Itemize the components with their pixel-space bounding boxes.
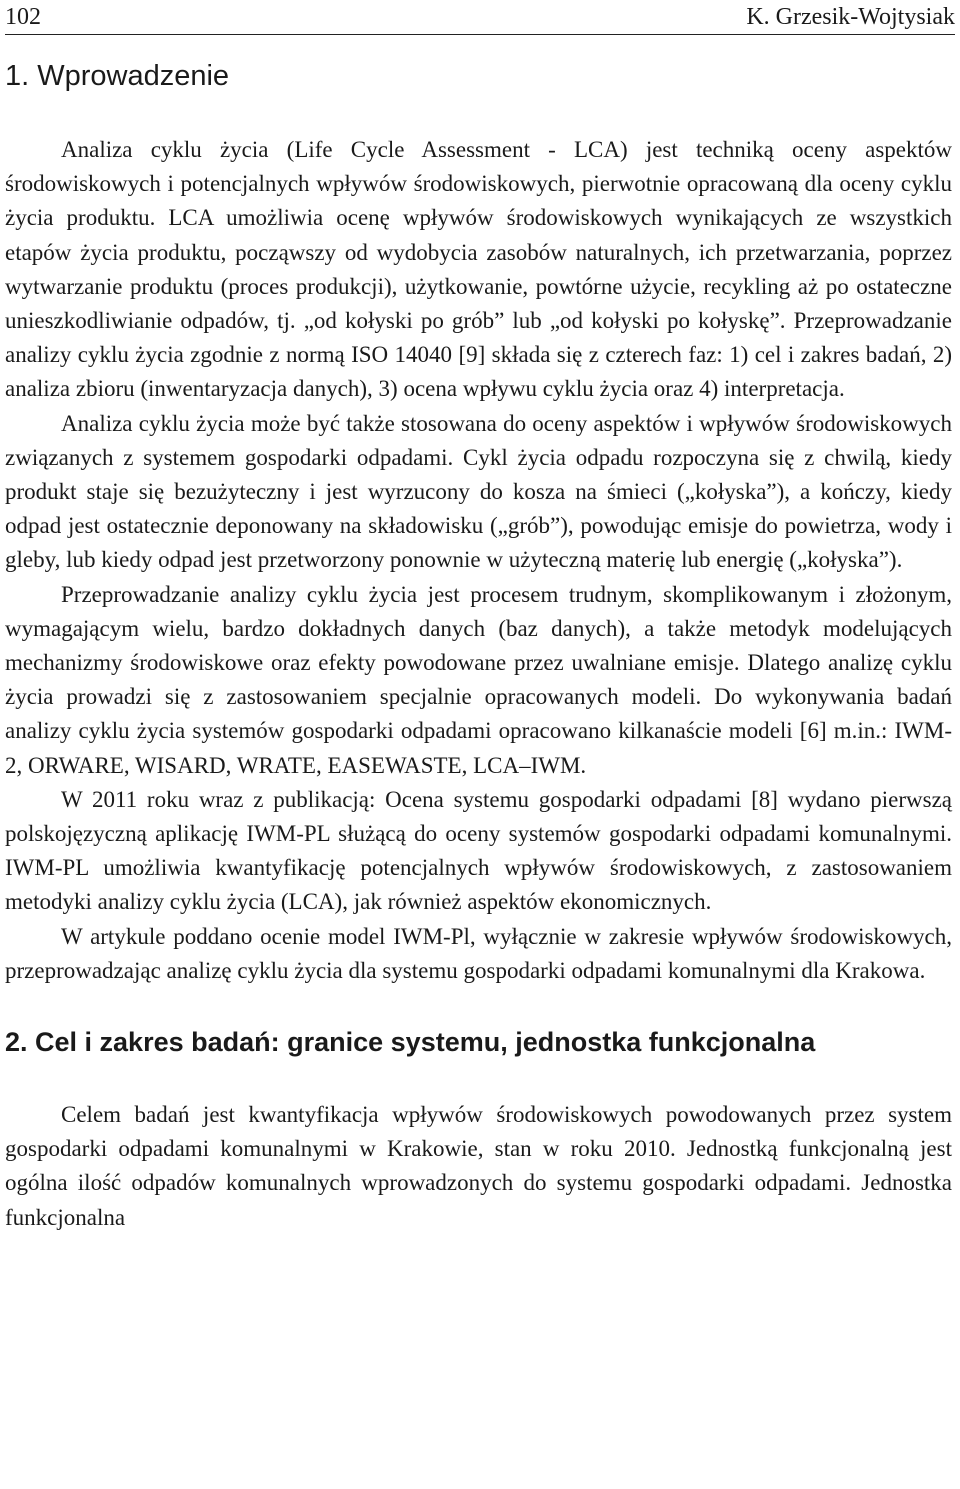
page-number: 102 — [5, 4, 41, 30]
running-author: K. Grzesik-Wojtysiak — [746, 4, 955, 30]
paragraph-waste-life-cycle: Analiza cyklu życia może być także stosowana do oceny aspektów i wpływów środowiskowych związanych z systemem gospodarki odpadami. Cykl życia odpadu rozpoczyna się z chwilą, kiedy produkt staje się bezużyteczny i jest wyrzucony do kosza na śmieci („kołyska”), a kończy, kiedy odpad jest ostatecznie deponowany na składowisku („grób”), powodując emisje do powietrza, wody i gleby, lub kiedy odpad jest przetworzony ponownie w użyteczną materię lub energię („kołyska”). — [5, 410, 952, 573]
paragraph-lca-definition: Analiza cyklu życia (Life Cycle Assessment - LCA) jest techniką oceny aspektów środowiskowych i potencjalnych wpływów środowiskowych, pierwotnie opracowaną dla oceny cyklu życia produktu. LCA umożliwia ocenę wpływów środowiskowych wynikających ze wszystkich etapów życia produktu, począwszy od wydobycia zasobów naturalnych, ich przetwarzania, poprzez wytwarzanie produktu (proces produkcji), użytkowanie, powtórne użycie, recykling aż po ostateczne unieszkodliwianie odpadów, tj. „od kołyski po grób” lub „od kołyski po kołyskę”. Przeprowadzanie analizy cyklu życia zgodnie z normą ISO 14040 [9] składa się z czterech faz: 1) cel i zakres badań, 2) analiza zbioru (inwentaryzacja danych), 3) ocena wpływu cyklu życia oraz 4) interpretacja. — [5, 137, 952, 402]
running-header — [5, 0, 955, 35]
article-body — [5, 58, 952, 1235]
paragraph-lca-models: Przeprowadzanie analizy cyklu życia jest procesem trudnym, skomplikowanym i złożonym, wymagającym wielu, bardzo dokładnych danych (baz danych), a także metodyk modelujących mechanizmy środowiskowe oraz efekty powodowane przez uwalniane emisje. Dlatego analizę cyklu życia prowadzi się z zastosowaniem specjalnie opracowanych modeli. Do wykonywania badań analizy cyklu życia systemów gospodarki odpadami opracowano kilkanaście modeli [6] m.in.: IWM-2, ORWARE, WISARD, WRATE, EASEWASTE, LCA–IWM. — [5, 581, 952, 778]
paragraph-iwm-pl: W 2011 roku wraz z publikacją: Ocena systemu gospodarki odpadami [8] wydano pierwszą polskojęzyczną aplikację IWM-PL służącą do oceny systemów gospodarki odpadami komunalnymi. IWM-PL umożliwia kwantyfikację potencjalnych wpływów środowiskowych, z zastosowaniem metodyki analizy cyklu życia (LCA), jak również aspektów ekonomicznych. — [5, 786, 952, 915]
section-heading-goal-scope: 2. Cel i zakres badań: granice systemu, jednostka funkcjonalna — [5, 1027, 816, 1058]
paragraph-article-scope: W artykule poddano ocenie model IWM-Pl, wyłącznie w zakresie wpływów środowiskowych, przeprowadzając analizę cyklu życia dla systemu gospodarki odpadami komunalnymi dla Krakowa. — [5, 923, 952, 983]
section-heading-introduction: 1. Wprowadzenie — [5, 60, 230, 92]
paragraph-research-goal: Celem badań jest kwantyfikacja wpływów środowiskowych powodowanych przez system gospodarki odpadami komunalnymi w Krakowie, stan w roku 2010. Jednostką funkcjonalną jest ogólna ilość odpadów komunalnych wprowadzonych do systemu gospodarki odpadami. Jednostka funkcjonalna — [5, 1102, 952, 1230]
